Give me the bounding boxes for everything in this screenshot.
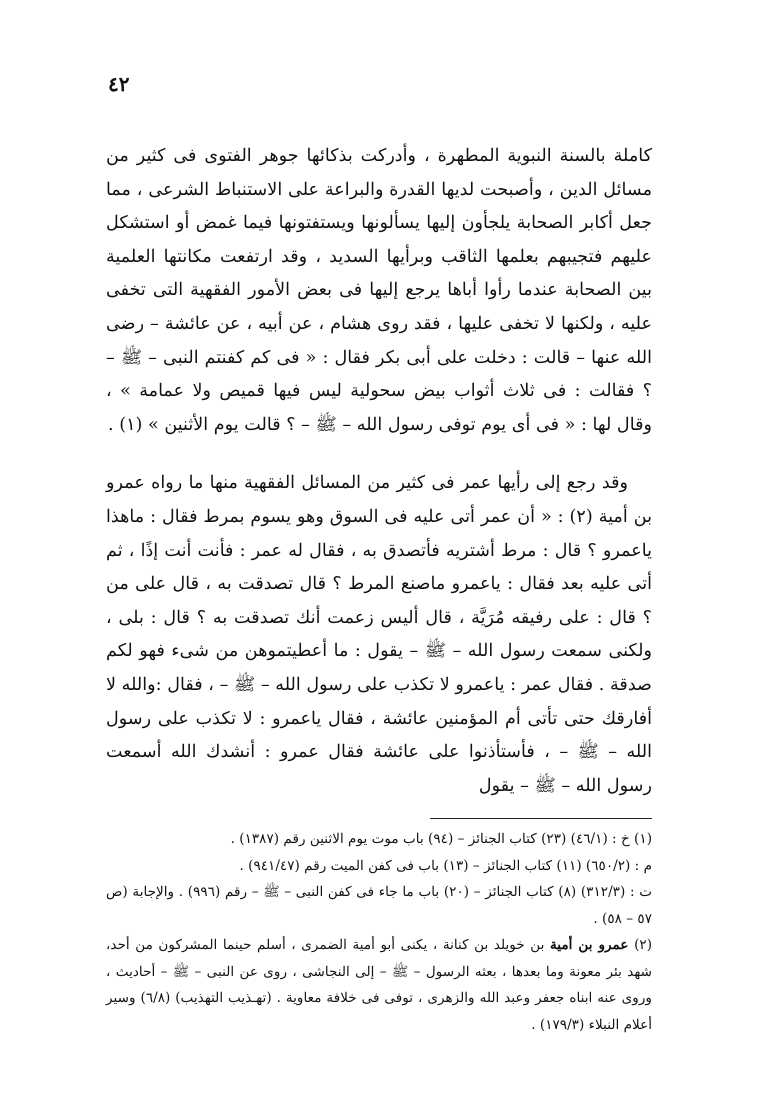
footnotes [106,826,652,1038]
page-number: ٤٢ [108,72,130,96]
footnote-2-marker: (٢) [634,937,652,953]
main-text [106,140,652,803]
paragraph-2: وقد رجع إلى رأيها عمر فى كثير من المسائل الفقهية منها ما رواه عمرو بن أمية (٢) : « أن عمر أتى عليه فى السوق وهو يسوم بمرط فقال : ماهذا ياعمرو ؟ قال : مرط أشتريه فأتصدق به ، فقال له عمر : فأنت أنت إذًا ، ثم أتى عليه بعد فقال : ياعمرو ماصنع المرط ؟ قال تصدقت به ، قال على من ؟ قال : على رفيقه مُرَيَّة ، قال أليس زعمت أنك تصدقت به ؟ قال : بلى ، ولكنى سمعت رسول الله – ﷺ – يقول : ما أعطيتموهن من شىء فهو لكم صدقة . فقال عمر : ياعمرو لا تكذب على رسول الله – ﷺ – ، فقال :والله لا أفارقك حتى تأتى أم المؤمنين عائشة ، فقال ياعمرو : لا تكذب على رسول الله – ﷺ – ، فأستأذنوا على عائشة فقال عمرو : أنشدك الله أسمعت رسول الله – ﷺ – يقول [106,473,652,796]
footnote-2-name: عمرو بن أمية [549,937,629,953]
paragraph-1: كاملة بالسنة النبوية المطهرة ، وأدركت بذكائها جوهر الفتوى فى كثير من مسائل الدين ، وأصبحت لديها القدرة والبراعة على الاستنباط الشرعى ، مما جعل أكابر الصحابة يلجأون إليها يسألونها ويستفتونها فيما غمض أو استشكل عليهم فتجيبهم بعلمها الثاقب وبرأيها السديد ، وقد ارتفعت مكانتها العلمية بين الصحابة عندما رأوا أباها يرجع إليها فى بعض الأمور الفقهية التى تخفى عليه ، ولكنها لا تخفى عليها ، فقد روى هشام ، عن أبيه ، عن عائشة – رضى الله عنها – قالت : دخلت على أبى بكر فقال : « فى كم كفنتم النبى – ﷺ – ؟ فقالت : فى ثلاث أثواب بيض سحولية ليس فيها قميص ولا عمامة » ، وقال لها : « فى أى يوم توفى رسول الله – ﷺ – ؟ قالت يوم الأثنين » (١) . [106,146,652,435]
footnote-1-line-1: (١) خ : (٤٦/١) (٢٣) كتاب الجنائز – (٩٤) باب موت يوم الاثنين رقم (١٣٨٧) . [230,831,652,847]
footnote-1-line-2: م : (٦٥٠/٢) (١١) كتاب الجنائز – (١٣) باب فى كفن الميت رقم (٩٤١/٤٧) . [239,857,652,874]
footnote-2 [106,932,652,1038]
footnote-1-line-3: ت : (٣١٢/٣) (٨) كتاب الجنائز – (٢٠) باب ما جاء فى كفن النبى – ﷺ – رقم (٩٩٦) . والإجابة (ص ٥٧ – ٥٨) . [106,884,652,927]
footnote-separator [430,818,652,819]
footnote-2-text: بن خويلد بن كنانة ، يكنى أبو أمية الضمرى ، أسلم حينما المشركون من أحد، شهد بئر معونة وما بعدها ، بعثه الرسول – ﷺ – إلى النجاشى ، روى عن النبى – ﷺ – أحاديث ، وروى عنه ابناه جعفر وعبد الله والزهرى ، توفى فى خلافة معاوية . (تهـذيب التهذيب) (٦/٨) وسير أعلام النبلاء (١٧٩/٣) . [106,937,652,1033]
